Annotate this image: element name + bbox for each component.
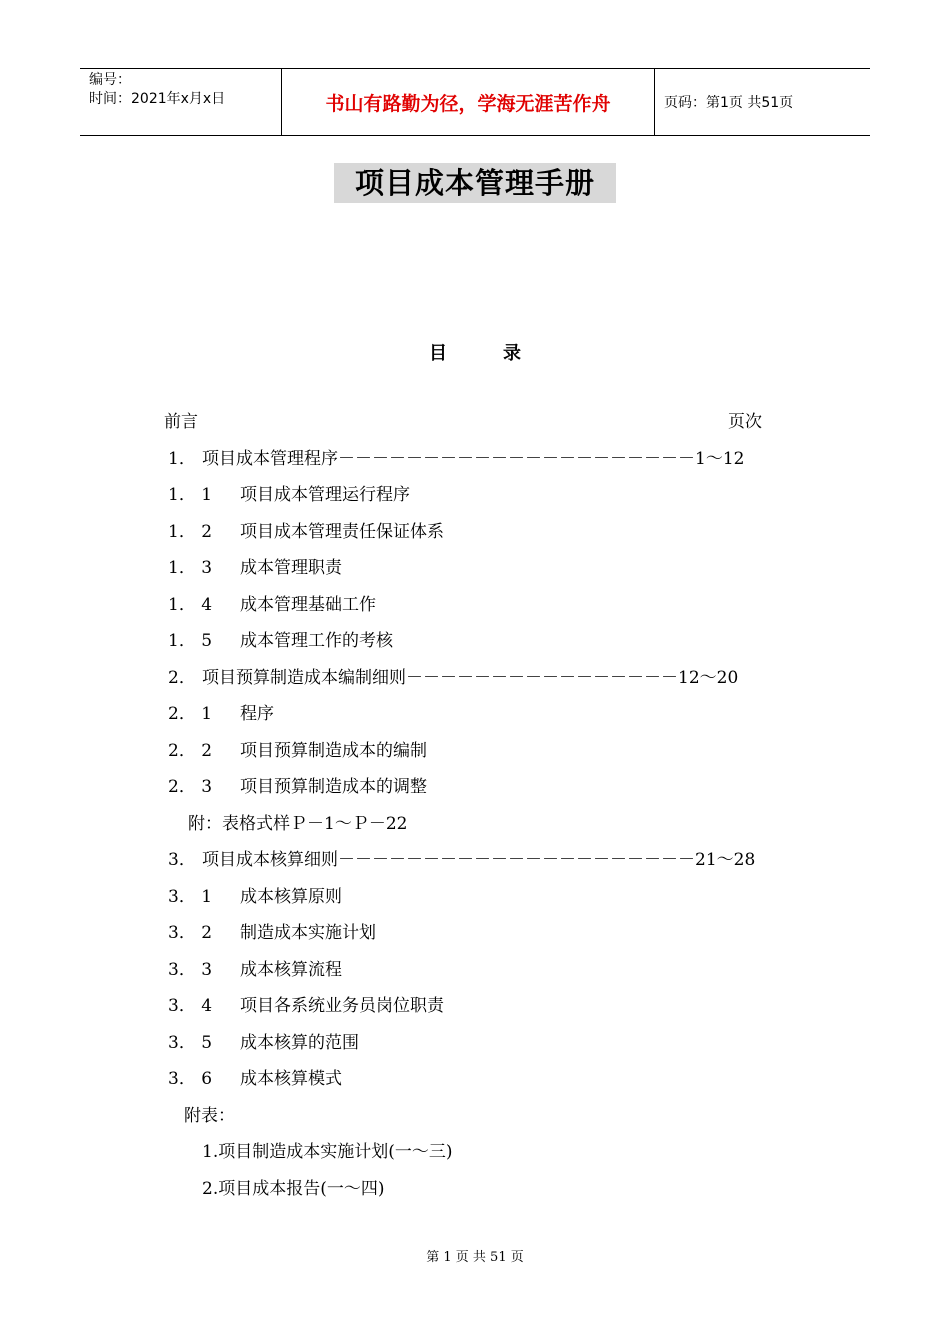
toc-entry-number: 2． 2 <box>168 741 213 761</box>
toc-entry-title: 项目预算制造成本的编制 <box>240 741 427 761</box>
toc-heading <box>0 339 950 365</box>
toc-heading-left: 目 <box>429 343 447 364</box>
toc-entry-number: 1． 2 <box>168 522 213 542</box>
header-page-info: 页码：第1页 共51页 <box>664 95 794 111</box>
toc-entry-number: 3． 2 <box>168 923 213 943</box>
toc-entry-number: 2． 1 <box>168 704 213 724</box>
toc-entry-title: 成本核算的范围 <box>240 1033 359 1053</box>
toc-entry-number: 3． 3 <box>168 960 213 980</box>
toc-entry-title: 成本管理职责 <box>240 558 342 578</box>
toc-page-column: 页次 <box>728 412 762 432</box>
toc-entry-number: 3． 6 <box>168 1069 213 1089</box>
toc-entry-number: 1． 3 <box>168 558 213 578</box>
toc-entry-title: 附：表格式样Ｐ－1～Ｐ－22 <box>188 814 408 834</box>
toc-entry-title: 附表： <box>184 1106 235 1126</box>
number-label: 编号： <box>89 72 131 88</box>
header-motto: 书山有路勤为径，学海无涯苦作舟 <box>281 69 655 135</box>
toc-entry-number: 3． 5 <box>168 1033 213 1053</box>
toc-entry-title: 项目预算制造成本的调整 <box>240 777 427 797</box>
toc-entry-title: 项目成本管理程序－－－－－－－－－－－－－－－－－－－－－1～12 <box>202 449 745 469</box>
toc-entry-title: 项目成本核算细则－－－－－－－－－－－－－－－－－－－－－21～28 <box>202 850 756 870</box>
toc-entry-number: 3． 4 <box>168 996 213 1016</box>
toc-entry-title: 1.项目制造成本实施计划(一～三) <box>202 1142 453 1162</box>
toc-entry-title: 制造成本实施计划 <box>240 923 376 943</box>
toc-entry-number: 1． 5 <box>168 631 213 651</box>
toc-preface: 前言 <box>164 412 198 432</box>
toc-heading-right: 录 <box>503 343 521 364</box>
toc-entry-number: 1． <box>168 449 196 469</box>
toc-entry-number: 2． 3 <box>168 777 213 797</box>
toc-entry-title: 项目成本管理运行程序 <box>240 485 410 505</box>
toc-entry-title: 2.项目成本报告(一～四) <box>202 1179 385 1199</box>
toc-entry-number: 2． <box>168 668 196 688</box>
toc-entry-title: 成本核算流程 <box>240 960 342 980</box>
toc-entry-title: 项目预算制造成本编制细则－－－－－－－－－－－－－－－－12～20 <box>202 668 739 688</box>
toc-entry-title: 项目成本管理责任保证体系 <box>240 522 444 542</box>
toc-entry-title: 成本核算原则 <box>240 887 342 907</box>
toc-entry-number: 1． 1 <box>168 485 213 505</box>
toc-entry-number: 3． <box>168 850 196 870</box>
toc-entry-title: 成本管理基础工作 <box>240 595 376 615</box>
toc-entry-title: 成本核算模式 <box>240 1069 342 1089</box>
toc-entry-number: 3． 1 <box>168 887 213 907</box>
toc-entry-number: 1． 4 <box>168 595 213 615</box>
document-title: 项目成本管理手册 <box>334 163 616 203</box>
time-label: 时间：2021年x月x日 <box>89 91 226 107</box>
toc-entry-title: 程序 <box>240 704 274 724</box>
page-footer: 第 1 页 共 51 页 <box>426 1250 524 1265</box>
page-header <box>80 68 870 136</box>
toc-entry-title: 成本管理工作的考核 <box>240 631 393 651</box>
header-meta <box>80 69 281 135</box>
toc-entry-title: 项目各系统业务员岗位职责 <box>240 996 444 1016</box>
